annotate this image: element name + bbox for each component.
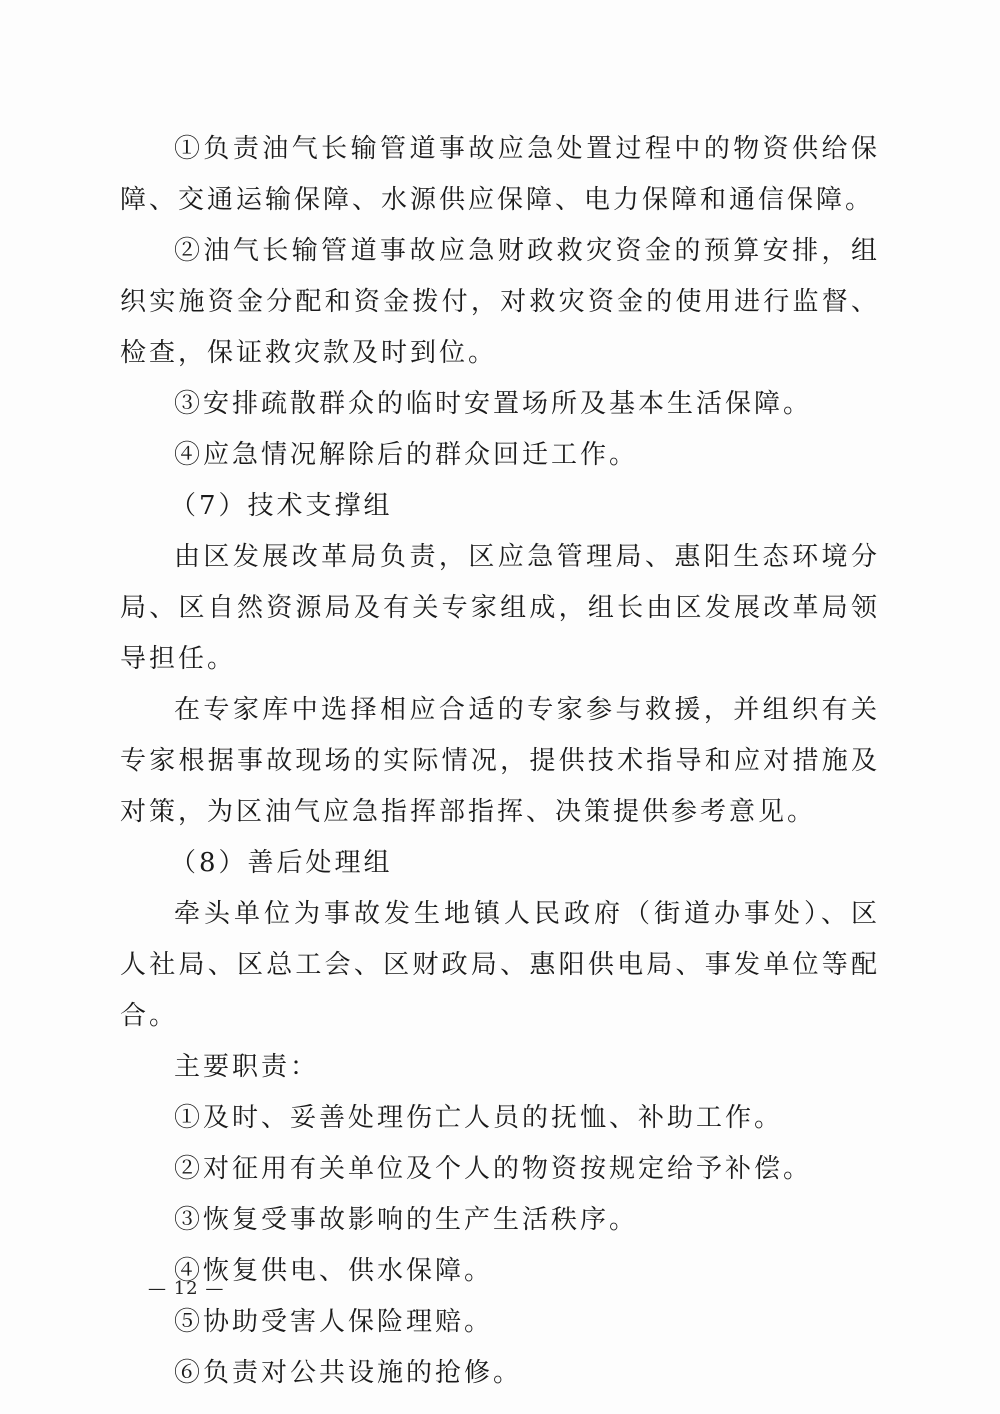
paragraph: 在专家库中选择相应合适的专家参与救援，并组织有关专家根据事故现场的实际情况，提供技术指导和应对措施及对策，为区油气应急指挥部指挥、决策提供参考意见。 (120, 695, 880, 827)
paragraph: ⑥负责对公共设施的抢修。 (174, 1358, 523, 1388)
paragraph: ③恢复受事故影响的生产生活秩序。 (174, 1205, 639, 1235)
paragraph: ④恢复供电、供水保障。 (174, 1256, 494, 1286)
paragraph: ⑤协助受害人保险理赔。 (174, 1307, 494, 1337)
paragraph: ③安排疏散群众的临时安置场所及基本生活保障。 (174, 389, 813, 419)
paragraph: ①负责油气长输管道事故应急处置过程中的物资供给保障、交通运输保障、水源供应保障、电力保障和通信保障。 (120, 134, 880, 215)
paragraph: 牵头单位为事故发生地镇人民政府（街道办事处）、区人社局、区总工会、区财政局、惠阳供电局、事发单位等配合。 (120, 899, 880, 1031)
section-heading: （7）技术支撑组 (170, 491, 393, 521)
paragraph: ①及时、妥善处理伤亡人员的抚恤、补助工作。 (174, 1103, 784, 1133)
paragraph: ②对征用有关单位及个人的物资按规定给予补偿。 (174, 1154, 813, 1184)
document-body (120, 124, 880, 1399)
paragraph: ④应急情况解除后的群众回迁工作。 (174, 440, 639, 470)
paragraph: 主要职责： (174, 1052, 320, 1082)
section-heading: （8）善后处理组 (170, 848, 393, 878)
paragraph: 由区发展改革局负责，区应急管理局、惠阳生态环境分局、区自然资源局及有关专家组成，组长由区发展改革局领导担任。 (120, 542, 880, 674)
page-number: — 12 — (148, 1278, 225, 1299)
paragraph: ②油气长输管道事故应急财政救灾资金的预算安排，组织实施资金分配和资金拨付，对救灾资金的使用进行监督、检查，保证救灾款及时到位。 (120, 236, 880, 368)
